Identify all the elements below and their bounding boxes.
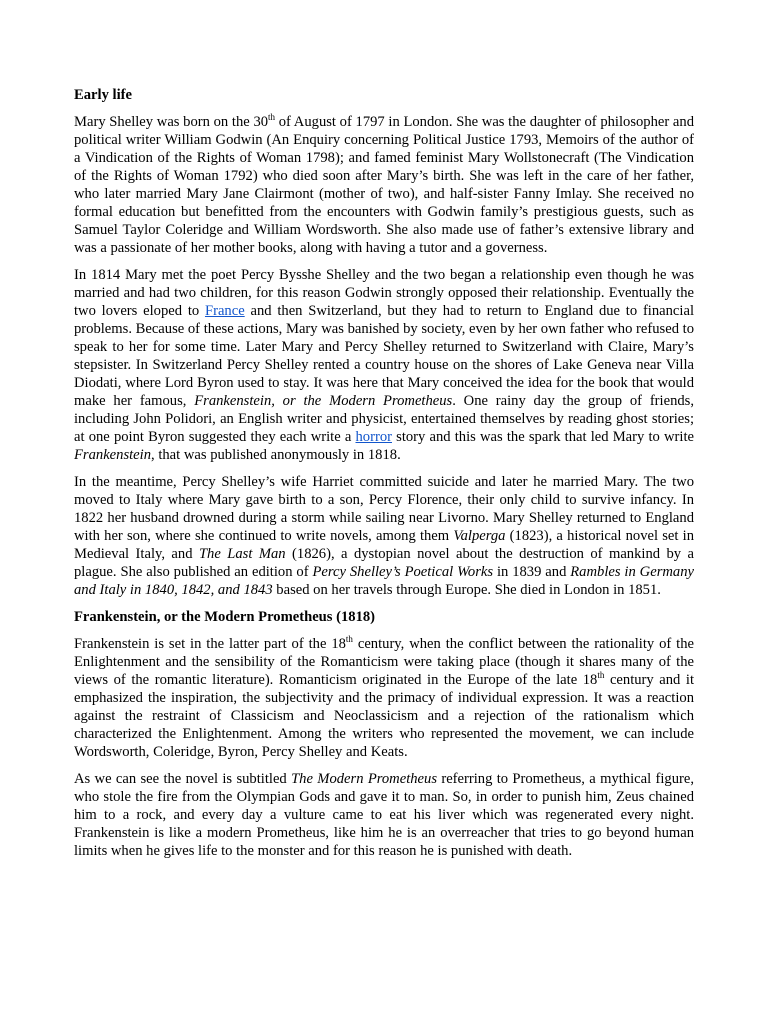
superscript: th — [268, 112, 276, 123]
italic-title: Frankenstein, or the Modern Prometheus — [194, 393, 453, 409]
italic-title: The Last Man — [198, 546, 286, 562]
paragraph-prometheus — [74, 770, 694, 860]
link-france[interactable]: France — [204, 303, 245, 319]
text-run: of August of 1797 in London. She was the daughter of philosopher and political writer William Godwin (An Enquiry concerning Political Justice 1793, Memoirs of the author of a Vindication of the Rights of Woman 1798); and famed feminist Mary Wollstonecraft (The Vindication of the Rights of Woman 1792) who died soon after Mary’s birth. She was left in the care of her father, who later married Mary Jane Clairmont (mother of two), and half-sister Fanny Imlay. She received no formal education but benefitted from the encounters with Godwin family’s prestigious guests, such as Samuel Taylor Coleridge and William Wordsworth. She also made use of father’s extensive library and was a passionate of her mother books, along with having a tutor and a governess. — [74, 114, 694, 256]
text-run: In the meantime, Percy Shelley’s wife Harriet committed suicide and later he married Mary. The two moved to Italy where Mary gave birth to a son, Percy Florence, their only child to survive infancy. In 1822 her husband drowned during a storm while sailing near Livorno. Mary Shelley returned to England with her son, where she continued to write novels, among them — [74, 474, 694, 544]
italic-title: Rambles in Germany and Italy in 1840, 1842, and 1843 — [74, 564, 694, 598]
text-run: in 1839 and — [493, 564, 571, 580]
text-run: referring to Prometheus, a mythical figure, who stole the fire from the Olympian Gods and gave it to man. So, in order to punish him, Zeus chained him to a rock, and every day a vulture came to eat his liver which was regenerated every night. Frankenstein is like a modern Prometheus, like him he is an overreacher that tries to go beyond human limits when he gives life to the monster and for this reason he is punished with death. — [74, 771, 694, 859]
superscript: th — [345, 634, 353, 645]
text-run: (1823), a historical novel set in Medieval Italy, and — [74, 528, 694, 562]
text-run: century, when the conflict between the rationality of the Enlightenment and the sensibility of the Romanticism were taking place (though it shares many of the views of the romantic literature). Romanticism originated in the Europe of the late 18 — [74, 636, 694, 688]
italic-title: Percy Shelley’s Poetical Works — [312, 564, 494, 580]
paragraph-birth — [74, 113, 694, 257]
text-run: , that was published anonymously in 1818. — [151, 447, 401, 463]
italic-title: Frankenstein — [74, 447, 152, 463]
text-run: Mary Shelley was born on the 30 — [74, 114, 269, 130]
text-run: story and this was the spark that led Mary to write — [391, 429, 694, 445]
text-run: . One rainy day the group of friends, including John Polidori, an English writer and physicist, entertained themselves by reading ghost stories; at one point Byron suggested they each write a — [74, 393, 694, 445]
text-run: In 1814 Mary met the poet Percy Bysshe Shelley and the two began a relationship even though he was married and had two children, for this reason Godwin strongly opposed their relationship. Eventually the two lovers eloped to — [74, 267, 694, 319]
superscript: th — [597, 670, 605, 681]
link-horror[interactable]: horror — [355, 429, 392, 445]
italic-title: Valperga — [453, 528, 506, 544]
text-run: (1826), a dystopian novel about the destruction of mankind by a plague. She also published an edition of — [74, 546, 694, 580]
text-run: based on her travels through Europe. She died in London in 1851. — [272, 582, 661, 598]
heading-early-life: Early life — [74, 87, 132, 103]
heading-frankenstein: Frankenstein, or the Modern Prometheus (1818) — [74, 609, 376, 625]
text-run: As we can see the novel is subtitled — [74, 771, 292, 787]
paragraph-setting — [74, 635, 694, 761]
document-body — [74, 86, 694, 869]
text-run: Frankenstein is set in the latter part of the 18 — [74, 636, 346, 652]
text-run: century and it emphasized the inspiration, the subjectivity and the primacy of individual expression. It was a reaction against the restraint of Classicism and Neoclassicism and a rejection of the rationalism which characterized the Enlightenment. Among the writers who represented the movement, we can include Wordsworth, Coleridge, Byron, Percy Shelley and Keats. — [74, 672, 695, 760]
text-run: and then Switzerland, but they had to return to England due to financial problems. Because of these actions, Mary was banished by society, even by her own father who refused to speak to her for some time. Later Mary and Percy Shelley returned to Switzerland with Claire, Mary’s stepsister. In Switzerland Percy Shelley rented a country house on the shores of Lake Geneva near Villa Diodati, where Lord Byron used to stay. It was here that Mary conceived the idea for the book that would make her famous, — [74, 303, 694, 409]
paragraph-italy — [74, 473, 694, 599]
paragraph-percy-shelley — [74, 266, 694, 464]
italic-title: The Modern Prometheus — [291, 771, 437, 787]
